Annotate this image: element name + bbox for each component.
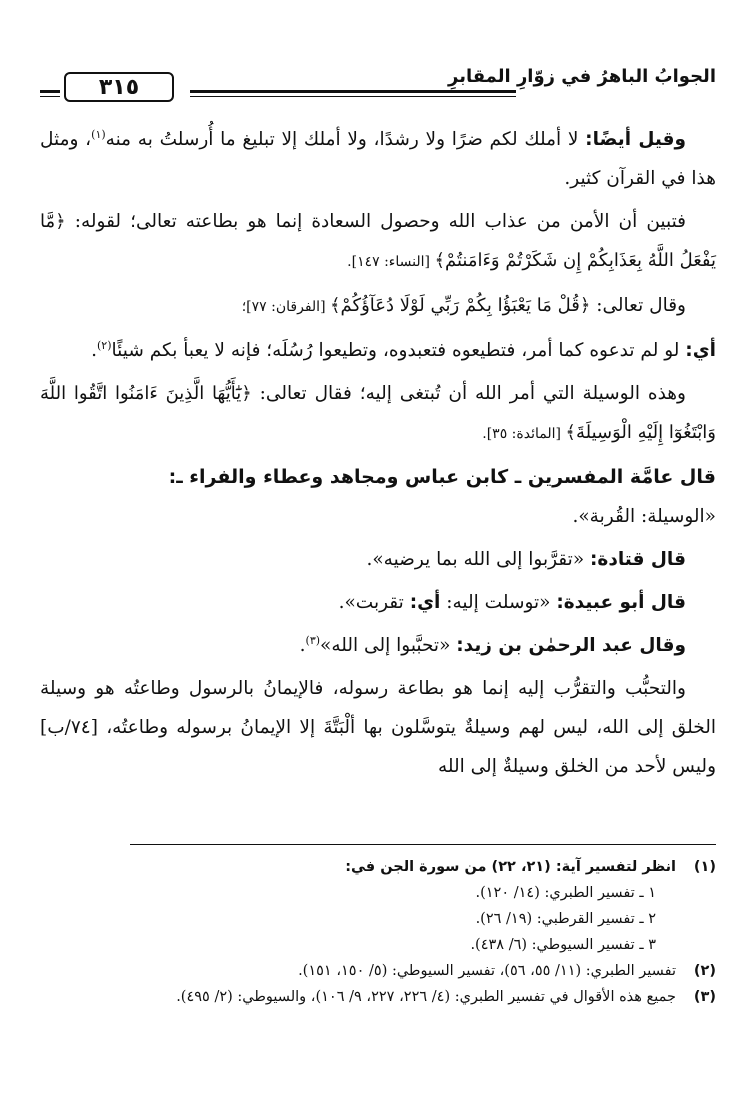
quran-verse: ﴿مَّا يَفْعَلُ اللَّهُ بِعَذَابِكُمْ إِن شَكَرْتُمْ وَءَامَنتُمْ﴾ — [40, 211, 716, 271]
page-header — [40, 64, 716, 104]
bold-lead: وقال عبد الرحمٰن بن زيد: — [456, 635, 686, 656]
footnote-number: (٢) — [693, 963, 716, 979]
bold-lead: قال أبو عبيدة: — [556, 592, 686, 613]
text: فتبين أن الأمن من عذاب الله وحصول السعادة إنما هو بطاعته تعالى؛ لقوله: — [65, 211, 686, 232]
text: «تقرَّبوا إلى الله بما يرضيه». — [366, 549, 591, 570]
verse-reference: [النساء: ١٤٧]. — [347, 254, 435, 270]
footnotes — [40, 854, 716, 1010]
text: لا أملك لكم ضرًا ولا رشدًا، ولا أملك إلا تبليغ ما أُرسلتُ به منه — [105, 129, 586, 150]
section-heading: قال عامَّة المفسرين ـ كابن عباس ومجاهد وعطاء والفراء ـ: — [168, 466, 716, 488]
bold-word: أي: — [409, 592, 441, 613]
footnote-1-item: ٣ ـ تفسير السيوطي: (٦/ ٤٣٨). — [470, 937, 656, 953]
verse-reference: [المائدة: ٣٥]. — [482, 426, 566, 442]
text: وهذه الوسيلة التي أمر الله أن تُبتغى إليه؛ فقال تعالى: — [251, 383, 686, 404]
text: «توسلت إليه: — [440, 592, 557, 613]
paragraph-6 — [40, 458, 716, 536]
paragraph-4 — [40, 331, 716, 370]
paragraph-3 — [40, 286, 716, 327]
paragraph-1 — [40, 120, 716, 198]
bold-lead: وقيل أيضًا: — [585, 129, 686, 150]
paragraph-5 — [40, 374, 716, 454]
footnote-text: انظر لتفسير آية: (٢١، ٢٢) من سورة الجن في: — [345, 859, 676, 875]
paragraph-9 — [40, 626, 716, 665]
text: «تحبَّبوا إلى الله» — [320, 635, 457, 656]
footnote-number: (٣) — [693, 989, 716, 1005]
footnote-ref: (٢) — [97, 338, 112, 352]
footnote-text: تفسير الطبري: (١١/ ٥٥، ٥٦)، تفسير السيوطي: (٥/ ١٥٠، ١٥١). — [298, 963, 676, 979]
bold-lead: أي: — [685, 340, 716, 361]
paragraph-10 — [40, 669, 716, 786]
text: . — [299, 635, 306, 656]
text: تقربت». — [338, 592, 410, 613]
footnote-2 — [40, 958, 716, 984]
footnote-number: (١) — [693, 859, 716, 875]
paragraph-2 — [40, 202, 716, 282]
footnote-ref: (١) — [91, 127, 106, 141]
text: وقال تعالى: — [590, 295, 686, 316]
main-text — [40, 120, 716, 790]
header-rule-left — [40, 90, 60, 97]
footnote-divider — [130, 844, 716, 845]
footnote-1-item: ٢ ـ تفسير القرطبي: (١٩/ ٢٦). — [475, 911, 656, 927]
footnote-ref: (٣) — [305, 633, 321, 647]
footnote-3 — [40, 984, 716, 1010]
quran-verse: ﴿يَٰٓأَيُّهَا الَّذِينَ ءَامَنُوا اتَّقُوا اللَّهَ وَابْتَغُوٓا إِلَيْهِ الْوَسِيلَةَ﴾ — [40, 383, 716, 443]
footnote-1-item: ١ ـ تفسير الطبري: (١٤/ ١٢٠). — [475, 885, 656, 901]
running-title: الجوابُ الباهرُ في زوّارِ المقابرِ — [448, 66, 716, 87]
verse-reference: [الفرقان: ٧٧]؛ — [241, 299, 330, 315]
text: ، ومثل هذا في القرآن كثير. — [40, 129, 716, 189]
footnote-text: جميع هذه الأقوال في تفسير الطبري: (٤/ ٢٢٦، ٢٢٧، ٩/ ١٠٦)، والسيوطي: (٢/ ٤٩٥). — [176, 989, 676, 1005]
page-number: ٣١٥ — [64, 72, 174, 102]
paragraph-7 — [40, 540, 716, 579]
bold-lead: قال قتادة: — [590, 549, 686, 570]
header-rule — [190, 90, 516, 97]
text: «الوسيلة: القُربة». — [572, 506, 716, 527]
text: والتحبُّب والتقرُّب إليه إنما هو بطاعة رسوله، فالإيمانُ بالرسول وطاعتُه هو وسيلة الخلق إلى الله، ليس لهم وسيلةٌ يتوسَّلون بها ألْبَتَّةَ إلا الإيمانُ برسوله وطاعتُه، [٧٤/ب] وليس لأحد من الخلق وسيلةٌ إلى الله — [40, 678, 716, 777]
quran-verse: ﴿قُلْ مَا يَعْبَؤُا بِكُمْ رَبِّي لَوْلَا دُعَآؤُكُمْ﴾ — [329, 295, 591, 316]
footnote-1 — [40, 854, 716, 880]
text: . — [91, 340, 97, 361]
paragraph-8 — [40, 583, 716, 622]
text: لو لم تدعوه كما أمر، فتطيعوه فتعبدوه، وتطيعوا رُسُلَه؛ فإنه لا يعبأ بكم شيئًا — [111, 340, 686, 361]
